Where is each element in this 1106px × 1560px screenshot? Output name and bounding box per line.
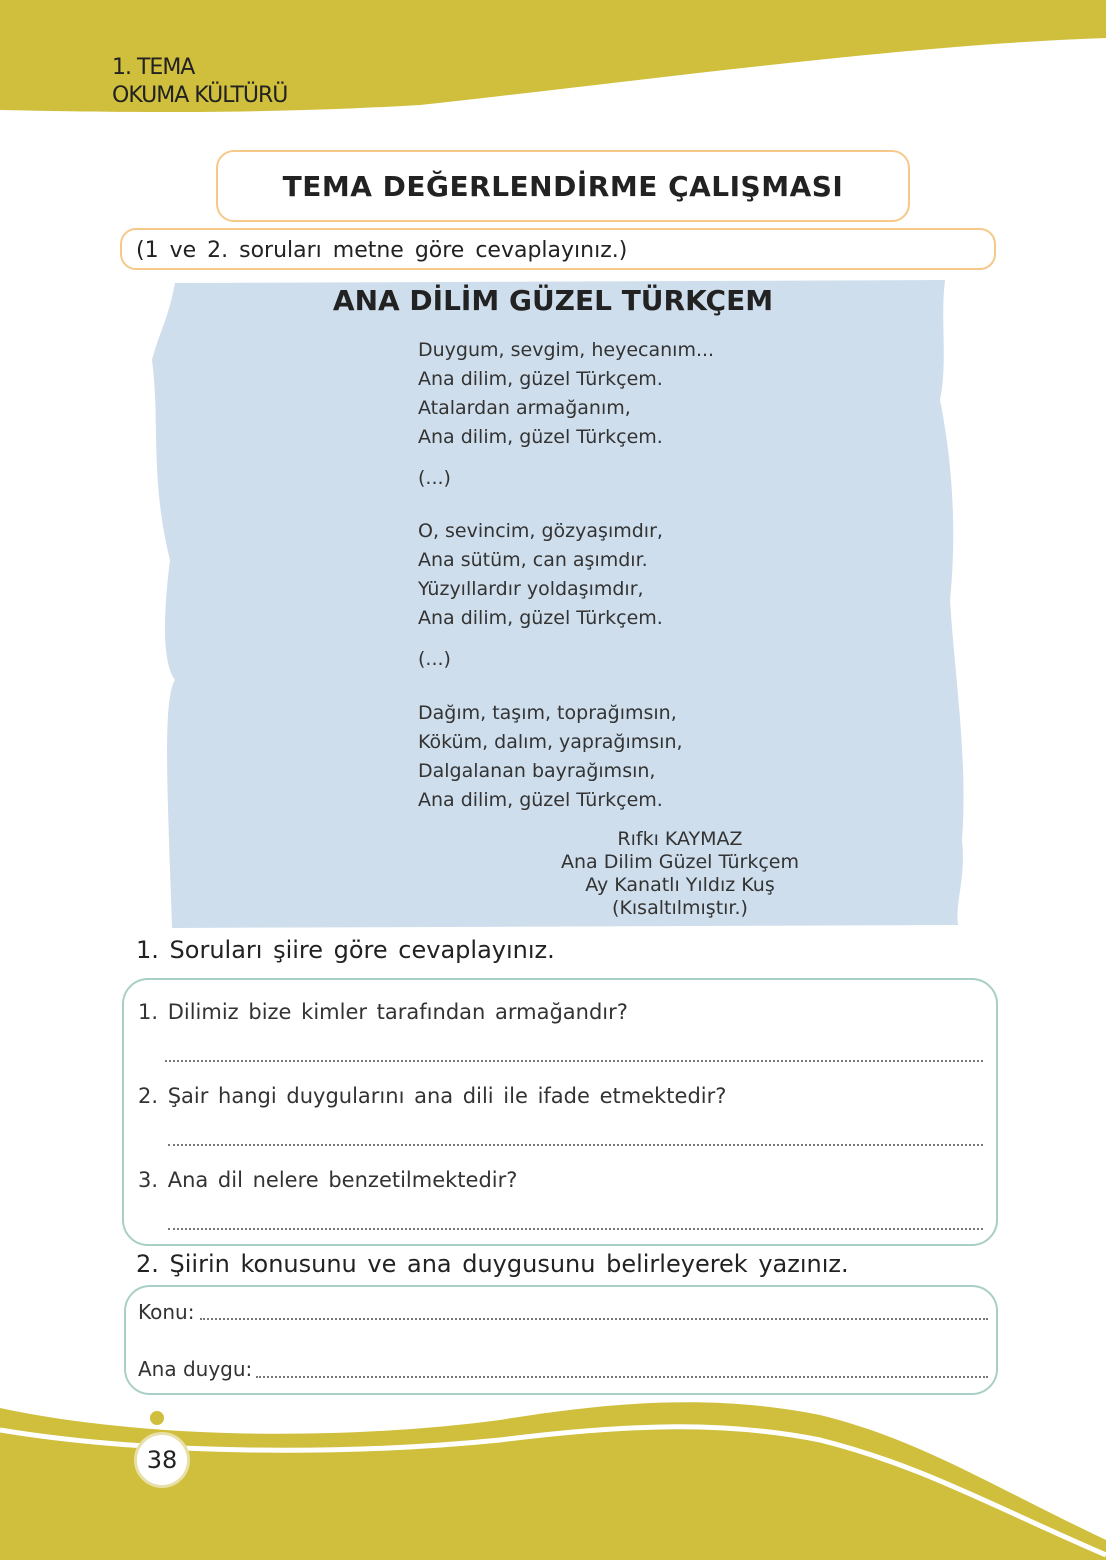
source-title: Ana Dilim Güzel Türkçem bbox=[561, 851, 799, 873]
theme-name: OKUMA KÜLTÜRÜ bbox=[112, 83, 288, 108]
answer-line-3[interactable] bbox=[168, 1228, 983, 1230]
konu-label: Konu: bbox=[138, 1300, 195, 1324]
konu-answer-line[interactable] bbox=[200, 1318, 988, 1320]
section2-heading: 2. Şiirin konusunu ve ana duygusunu belirleyerek yazınız. bbox=[136, 1250, 849, 1278]
instruction: (1 ve 2. soruları metne göre cevaplayınız.) bbox=[120, 228, 996, 270]
poem-line: Dağım, taşım, toprağımsın, bbox=[418, 702, 677, 724]
theme-number: 1. TEMA bbox=[112, 55, 195, 80]
book-title: Ay Kanatlı Yıldız Kuş bbox=[585, 874, 775, 896]
theme-label bbox=[112, 54, 287, 110]
poem-line: Ana dilim, güzel Türkçem. bbox=[418, 607, 663, 629]
ellipsis: (...) bbox=[418, 648, 451, 670]
ana-duygu-answer-line[interactable] bbox=[256, 1376, 988, 1378]
answer-line-2[interactable] bbox=[168, 1144, 983, 1146]
poem-line: O, sevincim, gözyaşımdır, bbox=[418, 520, 663, 542]
poem-line: Atalardan armağanım, bbox=[418, 397, 631, 419]
page-title-banner bbox=[216, 150, 910, 222]
poem-line: Duygum, sevgim, heyecanım... bbox=[418, 339, 715, 361]
poem-title: ANA DİLİM GÜZEL TÜRKÇEM bbox=[332, 284, 774, 317]
topic-box bbox=[124, 1285, 998, 1395]
page-title: TEMA DEĞERLENDİRME ÇALIŞMASI bbox=[282, 169, 844, 203]
author: Rıfkı KAYMAZ bbox=[617, 828, 743, 850]
poem-credits bbox=[540, 828, 820, 920]
bubble-dot bbox=[150, 1411, 164, 1425]
ellipsis: (...) bbox=[418, 467, 451, 489]
stanza-3 bbox=[418, 699, 683, 815]
poem-line: Köküm, dalım, yaprağımsın, bbox=[418, 731, 683, 753]
poem-line: Ana dilim, güzel Türkçem. bbox=[418, 789, 663, 811]
question-2: 2. Şair hangi duygularını ana dili ile ifade etmektedir? bbox=[138, 1084, 727, 1108]
poem-line: Ana dilim, güzel Türkçem. bbox=[418, 426, 663, 448]
poem-line: Ana dilim, güzel Türkçem. bbox=[418, 368, 663, 390]
poem-line: Dalgalanan bayrağımsın, bbox=[418, 760, 656, 782]
answer-line-1[interactable] bbox=[165, 1060, 983, 1062]
ana-duygu-label: Ana duygu: bbox=[138, 1357, 253, 1381]
page-number: 38 bbox=[134, 1432, 190, 1488]
poem-line: Yüzyıllardır yoldaşımdır, bbox=[418, 578, 644, 600]
abridged-note: (Kısaltılmıştır.) bbox=[612, 897, 748, 919]
poem-line: Ana sütüm, can aşımdır. bbox=[418, 549, 648, 571]
question-1: 1. Dilimiz bize kimler tarafından armağandır? bbox=[138, 1000, 628, 1024]
stanza-1 bbox=[418, 336, 714, 452]
question-3: 3. Ana dil nelere benzetilmektedir? bbox=[138, 1168, 518, 1192]
stanza-2 bbox=[418, 517, 663, 633]
section1-heading: 1. Soruları şiire göre cevaplayınız. bbox=[136, 936, 555, 964]
